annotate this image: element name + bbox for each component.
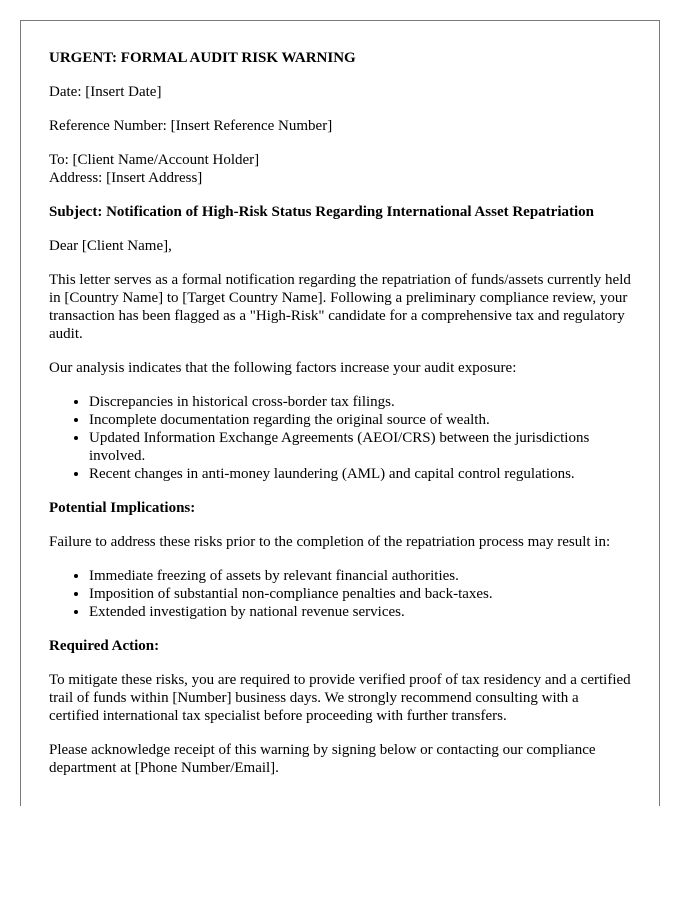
acknowledge-paragraph: Please acknowledge receipt of this warning by signing below or contacting our compliance department at [Phone Number/Email]. bbox=[49, 742, 596, 776]
list-item: • Imposition of substantial non-compliance penalties and back-taxes. bbox=[89, 585, 631, 603]
list-item: • Extended investigation by national revenue services. bbox=[89, 603, 631, 621]
recipient-block bbox=[49, 151, 631, 187]
risk-factors-list bbox=[49, 393, 631, 483]
list-item: • Recent changes in anti-money laundering (AML) and capital control regulations. bbox=[89, 465, 631, 483]
recipient-address: Address: [Insert Address] bbox=[49, 170, 203, 186]
letter-title: URGENT: FORMAL AUDIT RISK WARNING bbox=[49, 50, 356, 66]
required-action-paragraph: To mitigate these risks, you are required to provide verified proof of tax residency and a certified trail of funds within [Number] business days. We strongly recommend consulting with a certified international tax specialist before proceeding with further transfers. bbox=[49, 672, 631, 724]
subject-line: Subject: Notification of High-Risk Status Regarding International Asset Repatriation bbox=[49, 204, 595, 220]
analysis-intro: Our analysis indicates that the following factors increase your audit exposure: bbox=[49, 360, 517, 376]
implications-list bbox=[49, 567, 631, 621]
implications-heading: Potential Implications: bbox=[49, 500, 196, 516]
salutation: Dear [Client Name], bbox=[49, 238, 172, 254]
list-item: • Immediate freezing of assets by relevant financial authorities. bbox=[89, 567, 631, 585]
list-item: • Incomplete documentation regarding the original source of wealth. bbox=[89, 411, 631, 429]
date-line: Date: [Insert Date] bbox=[49, 84, 162, 100]
intro-paragraph: This letter serves as a formal notification regarding the repatriation of funds/assets currently held in [Country Name] to [Target Country Name]. Following a preliminary compliance review, your transaction has been flagged as a "High-Risk" candidate for a comprehensive tax and regulatory audit. bbox=[49, 272, 631, 342]
required-action-heading: Required Action: bbox=[49, 638, 160, 654]
reference-line: Reference Number: [Insert Reference Number] bbox=[49, 118, 333, 134]
recipient-name: To: [Client Name/Account Holder] bbox=[49, 152, 260, 168]
list-item: • Discrepancies in historical cross-border tax filings. bbox=[89, 393, 631, 411]
implications-intro: Failure to address these risks prior to the completion of the repatriation process may result in: bbox=[49, 534, 611, 550]
letter-page bbox=[20, 20, 660, 806]
list-item: • Updated Information Exchange Agreements (AEOI/CRS) between the jurisdictions involved. bbox=[89, 429, 631, 465]
